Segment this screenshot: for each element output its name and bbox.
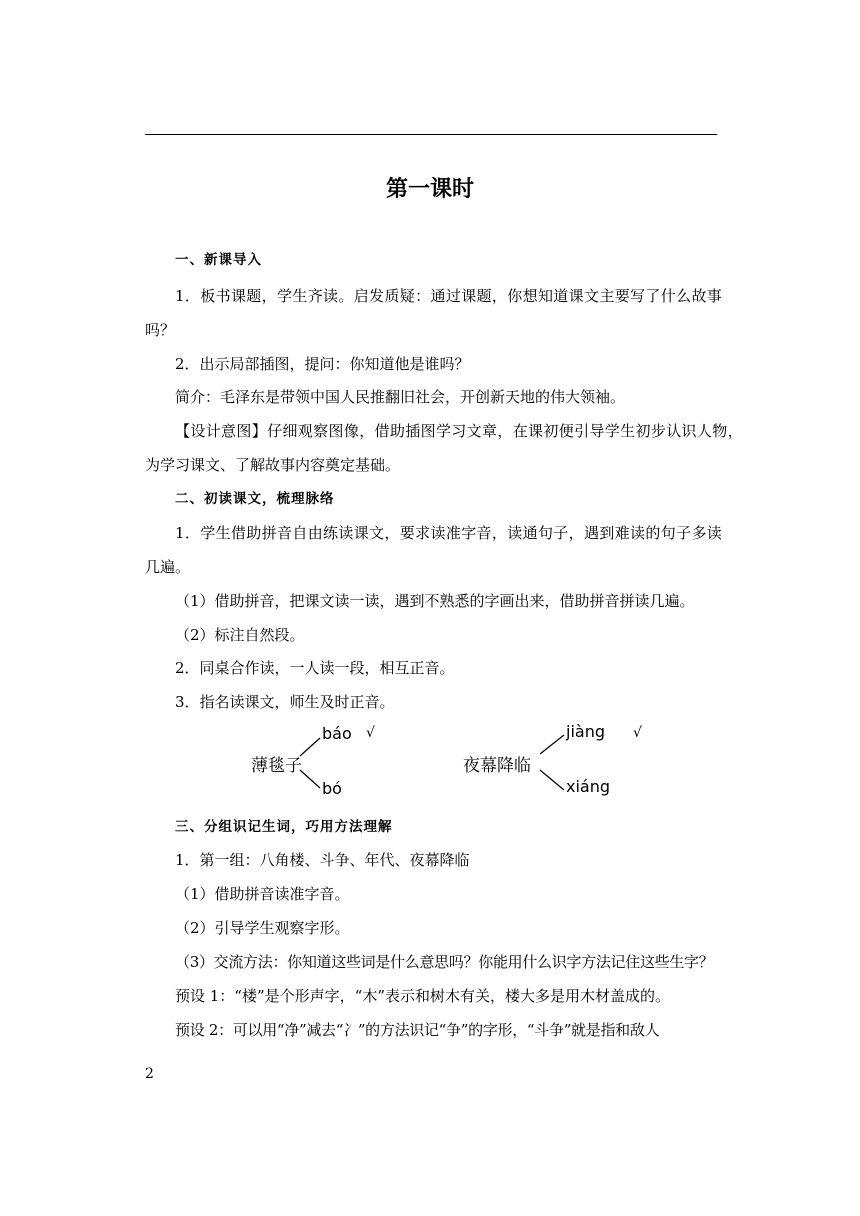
section3-paragraph4: （3）交流方法：你知道这些词是什么意思吗？你能用什么识字方法记住这些生字？ — [175, 953, 714, 971]
section2-paragraph2: （1）借助拼音，把课文读一读，遇到不熟悉的字画出来，借助拼音拼读几遍。 — [175, 592, 695, 610]
section1-paragraph1-line1: 1．板书课题，学生齐读。启发质疑：通过课题，你想知道课文主要写了什么故事 — [175, 287, 723, 305]
left-check-mark: √ — [366, 725, 375, 741]
section1-paragraph1-line2: 吗？ — [145, 321, 176, 339]
section2-paragraph5: 3．指名读课文，师生及时正音。 — [175, 693, 395, 711]
left-pinyin-top: báo — [322, 724, 352, 743]
page-number: 2 — [145, 1066, 154, 1082]
left-lower-connector — [300, 770, 320, 788]
left-word: 薄毯子 — [251, 756, 302, 776]
section2-paragraph1-line2: 几遍。 — [145, 558, 191, 576]
right-word: 夜幕降临 — [463, 756, 531, 776]
section3-paragraph5: 预设 1：“楼”是个形声字，“木”表示和树木有关，楼大多是用木材盖成的。 — [175, 987, 670, 1005]
section3-paragraph3: （2）引导学生观察字形。 — [175, 919, 350, 937]
section3-paragraph1: 1．第一组：八角楼、斗争、年代、夜幕降临 — [175, 851, 470, 869]
section1-paragraph3: 简介：毛泽东是带领中国人民推翻旧社会，开创新天地的伟大领袖。 — [175, 388, 626, 406]
section2-paragraph3: （2）标注自然段。 — [175, 626, 305, 644]
right-lower-connector — [540, 770, 564, 790]
left-pinyin-bottom: bó — [322, 779, 342, 798]
left-upper-connector — [300, 738, 320, 756]
section1-paragraph2: 2．出示局部插图，提问：你知道他是谁吗？ — [175, 355, 470, 373]
section2-paragraph4: 2．同桌合作读，一人读一段，相互正音。 — [175, 659, 455, 677]
right-pinyin-top: jiàng — [566, 722, 605, 741]
section1-paragraph4-line1: 【设计意图】仔细观察图像，借助插图学习文章，在课初便引导学生初步认识人物， — [175, 422, 743, 440]
section2-heading: 二、初读课文，梳理脉络 — [175, 491, 335, 507]
page-title: 第一课时 — [385, 177, 474, 202]
section1-paragraph4-line2: 为学习课文、了解故事内容奠定基础。 — [145, 456, 401, 474]
section3-heading: 三、分组识记生词，巧用方法理解 — [175, 819, 393, 835]
section3-paragraph6: 预设 2：可以用“净”减去“冫”的方法识记“争”的字形，“斗争”就是指和敌人 — [175, 1021, 660, 1039]
right-upper-connector — [540, 735, 564, 754]
section1-heading: 一、新课导入 — [175, 252, 262, 268]
section2-paragraph1-line1: 1．学生借助拼音自由练读课文，要求读准字音，读通句子，遇到难读的句子多读 — [175, 524, 723, 542]
section3-paragraph2: （1）借助拼音读准字音。 — [175, 885, 350, 903]
right-check-mark: √ — [633, 725, 642, 741]
right-pinyin-bottom: xiáng — [566, 777, 611, 796]
